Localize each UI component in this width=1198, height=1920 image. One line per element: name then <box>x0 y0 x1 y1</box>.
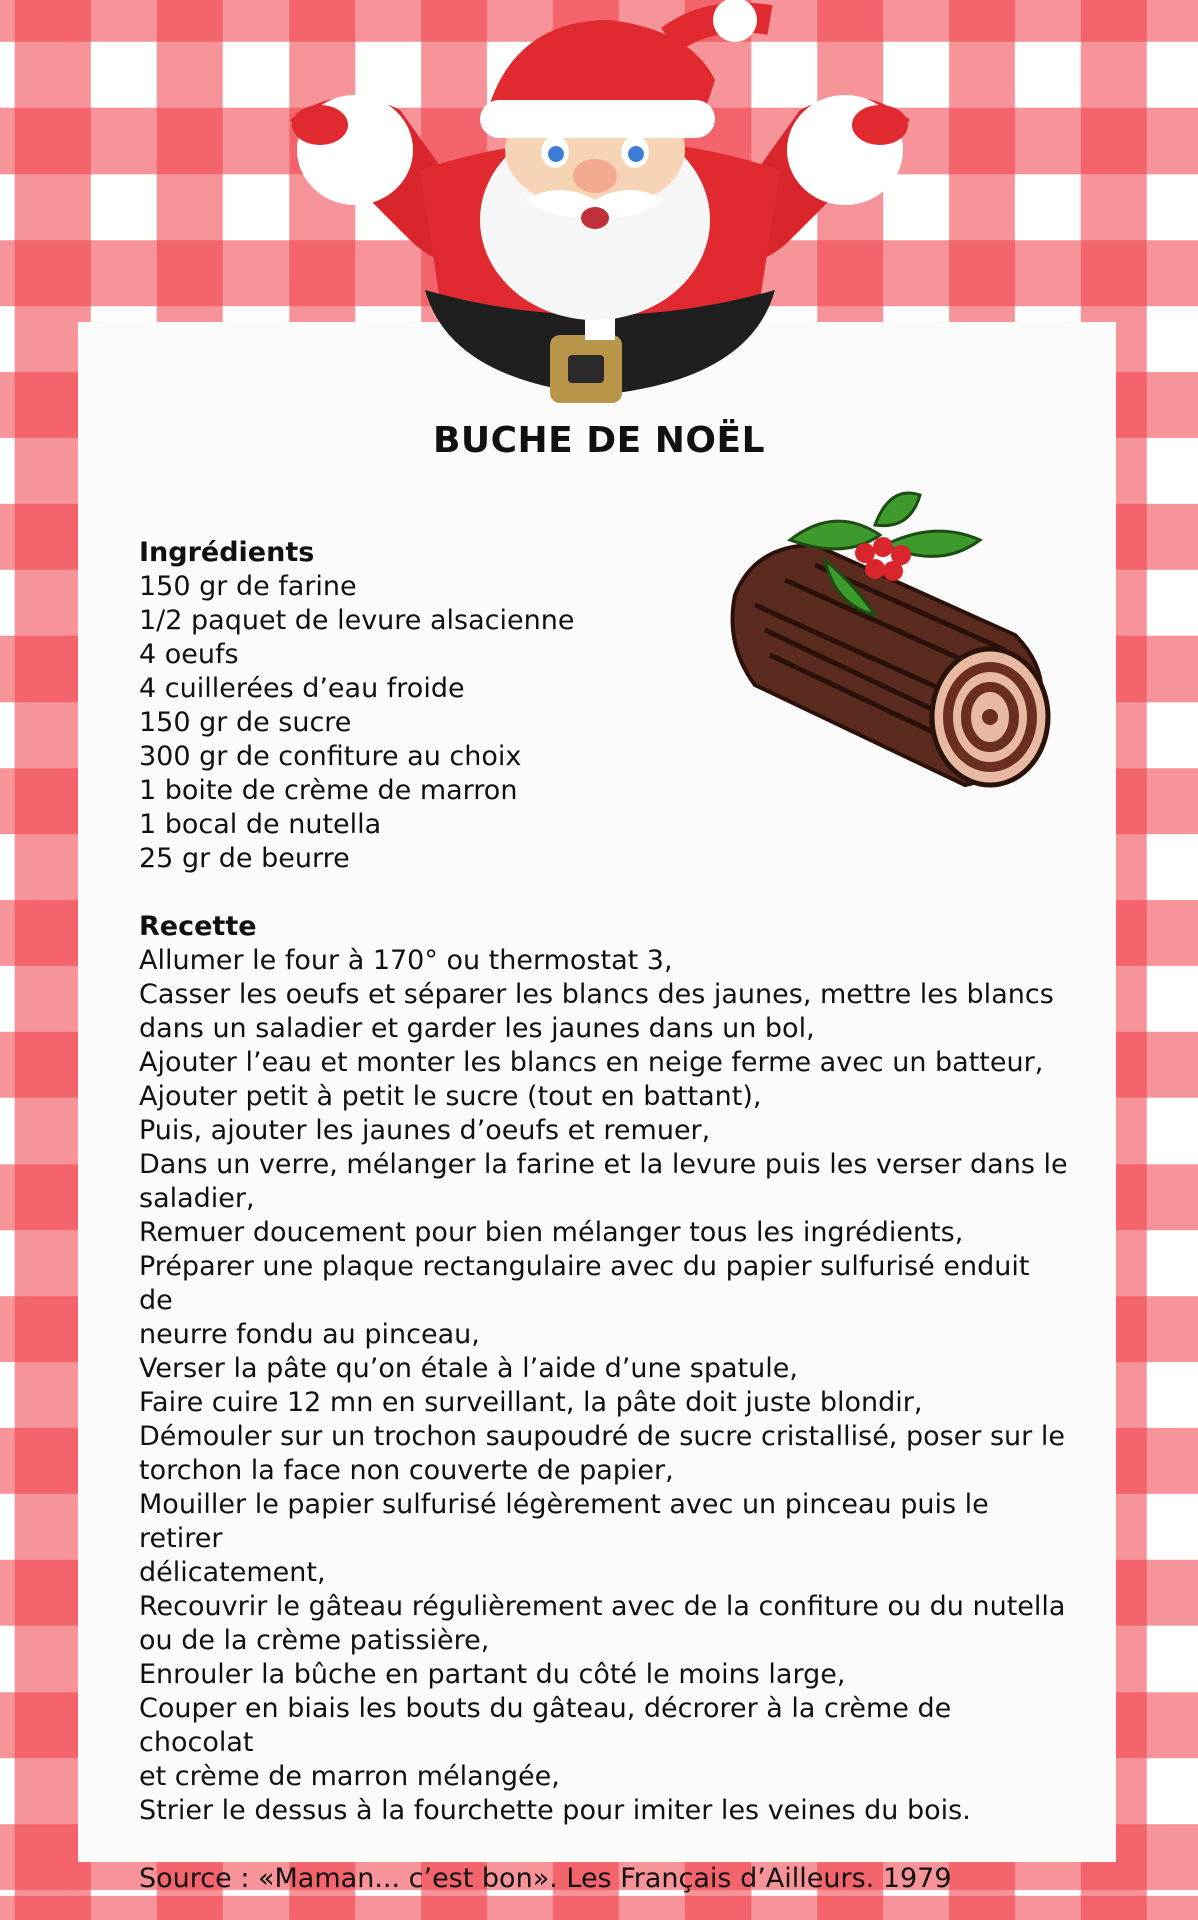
recipe-line: dans un saladier et garder les jaunes dans un bol, <box>139 1013 815 1044</box>
ingredient-item: 25 gr de beurre <box>139 843 350 874</box>
recipe-line: Faire cuire 12 mn en surveillant, la pâte doit juste blondir, <box>139 1387 923 1418</box>
recipe-line: Allumer le four à 170° ou thermostat 3, <box>139 945 673 976</box>
recipe-line: Verser la pâte qu’on étale à l’aide d’une spatule, <box>139 1353 798 1384</box>
spacer <box>139 876 1069 910</box>
recipe-line: Dans un verre, mélanger la farine et la levure puis les verser dans le <box>139 1149 1068 1180</box>
recipe-line: Remuer doucement pour bien mélanger tous les ingrédients, <box>139 1217 964 1248</box>
recipe-line: et crème de marron mélangée, <box>139 1761 560 1792</box>
ingredient-item: 1/2 paquet de levure alsacienne <box>139 605 575 636</box>
recipe-line: Ajouter l’eau et monter les blancs en neige ferme avec un batteur, <box>139 1047 1044 1078</box>
recipe-line: ou de la crème patissière, <box>139 1625 490 1656</box>
recipe-line: Couper en biais les bouts du gâteau, décrorer à la crème de chocolat <box>139 1693 960 1758</box>
ingredient-item: 300 gr de confiture au choix <box>139 741 522 772</box>
ingredient-item: 150 gr de farine <box>139 571 357 602</box>
ingredient-item: 150 gr de sucre <box>139 707 352 738</box>
recipe-line: neurre fondu au pinceau, <box>139 1319 480 1350</box>
recipe-line: délicatement, <box>139 1557 326 1588</box>
ingredient-item: 1 bocal de nutella <box>139 809 382 840</box>
recipe-line: Recouvrir le gâteau régulièrement avec de la confiture ou du nutella <box>139 1591 1066 1622</box>
recipe-line: Enrouler la bûche en partant du côté le moins large, <box>139 1659 846 1690</box>
recipe-content <box>139 536 1069 1896</box>
ingredient-item: 4 cuillerées d’eau froide <box>139 673 465 704</box>
recipe-line: Mouiller le papier sulfurisé légèrement avec un pinceau puis le retirer <box>139 1489 998 1554</box>
recipe-line: Strier le dessus à la fourchette pour imiter les veines du bois. <box>139 1795 971 1826</box>
recipe-heading: Recette <box>139 911 257 942</box>
recipe-line: Puis, ajouter les jaunes d’oeufs et remuer, <box>139 1115 711 1146</box>
recipe-line: saladier, <box>139 1183 255 1214</box>
recipe-line: torchon la face non couverte de papier, <box>139 1455 674 1486</box>
ingredient-item: 1 boite de crème de marron <box>139 775 518 806</box>
recipe-line: Casser les oeufs et séparer les blancs des jaunes, mettre les blancs <box>139 979 1054 1010</box>
ingredients-section <box>139 536 1069 876</box>
recipe-line: Démouler sur un trochon saupoudré de sucre cristallisé, poser sur le <box>139 1421 1065 1452</box>
ingredient-item: 4 oeufs <box>139 639 239 670</box>
santa-claus-icon <box>250 0 950 410</box>
source-citation: Source : «Maman... c’est bon». Les Français d’Ailleurs. 1979 <box>139 1863 952 1894</box>
page-title: BUCHE DE NOËL <box>432 420 766 461</box>
ingredients-heading: Ingrédients <box>139 537 315 568</box>
recipe-section <box>139 910 1069 1828</box>
recipe-line: Préparer une plaque rectangulaire avec du papier sulfurisé enduit de <box>139 1251 1039 1316</box>
recipe-line: Ajouter petit à petit le sucre (tout en battant), <box>139 1081 762 1112</box>
